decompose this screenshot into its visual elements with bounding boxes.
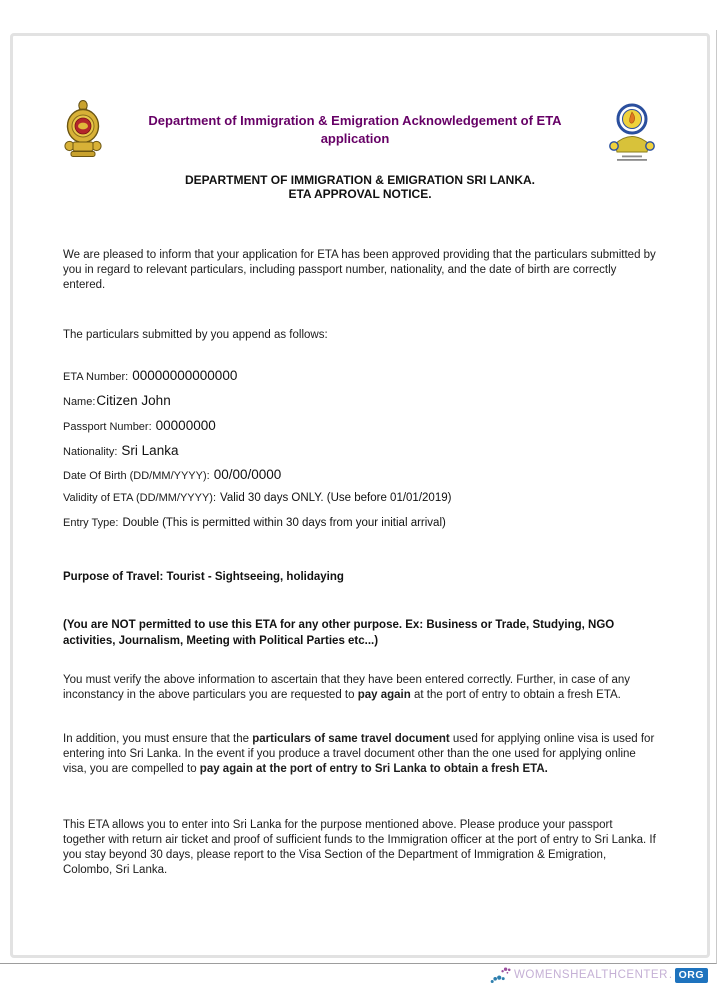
sri-lanka-national-emblem-icon: [63, 100, 103, 165]
approval-paragraph: We are pleased to inform that your application for ETA has been approved providing that the particulars submitted by you in regard to relevant particulars, including passport number, nationality, and the date of birth are correctly entered.: [63, 248, 656, 292]
particulars-intro: The particulars submitted by you append as follows:: [63, 329, 328, 342]
field-nationality: [63, 443, 657, 468]
nationality-label: Nationality:: [63, 445, 118, 458]
document-title: [103, 100, 607, 147]
date-of-birth-label: Date Of Birth (DD/MM/YYYY):: [63, 470, 210, 483]
name-label: Name:: [63, 396, 96, 409]
validity-value: Valid 30 days ONLY. (Use before 01/01/2019): [220, 491, 452, 504]
document-title-line1: Department of Immigration & Emigration Acknowledgement of ETA: [148, 113, 562, 128]
eta-notice-heading: ETA APPROVAL NOTICE.: [288, 187, 432, 202]
field-name: [63, 393, 657, 418]
purpose-of-travel: Purpose of Travel: Tourist - Sightseeing, holidaying: [63, 571, 344, 584]
entry-type-label: Entry Type:: [63, 516, 119, 529]
document-title-line2: application: [320, 130, 390, 146]
field-validity: [63, 492, 657, 517]
passport-number-value: 00000000: [155, 417, 216, 433]
field-date-of-birth: [63, 467, 657, 492]
field-passport-number: [63, 418, 657, 443]
field-entry-type: [63, 517, 657, 542]
department-heading: DEPARTMENT OF IMMIGRATION & EMIGRATION SRI LANKA.: [185, 173, 535, 187]
eta-approval-document: [10, 33, 710, 958]
validity-label: Validity of ETA (DD/MM/YYYY):: [63, 491, 217, 504]
not-permitted-note: (You are NOT permitted to use this ETA for any other purpose. Ex: Business or Trade, Studying, NGO activities, Journalism, Meeting with Political Parties etc...): [63, 619, 615, 647]
womenshealthcenter-logo-icon: [490, 965, 512, 985]
entry-instructions-paragraph: This ETA allows you to enter into Sri Lanka for the purpose mentioned above. Please produce your passport together with return air ticket and proof of sufficient funds to the Immigration officer at the port of entry to Sri Lanka. If you stay beyond 30 days, please report to the Visa Section of the Department of Immigration & Emigration, Colombo, Sri Lanka.: [63, 818, 656, 877]
document-header: [63, 100, 657, 171]
immigration-department-emblem-icon: [607, 102, 657, 171]
watermark-separator: .: [668, 969, 673, 981]
verify-paragraph: You must verify the above information to ascertain that they have been entered correctly. Further, in case of any inconstancy in the above particulars you are requested to pay again at the port of entry to obtain a fresh ETA.: [63, 673, 631, 701]
field-eta-number: [63, 368, 657, 393]
entry-type-value: Double (This is permitted within 30 days from your initial arrival): [122, 516, 446, 529]
nationality-value: Sri Lanka: [121, 442, 179, 458]
date-of-birth-value: 00/00/0000: [213, 467, 282, 483]
passport-number-label: Passport Number:: [63, 420, 152, 433]
particulars-list: [63, 368, 657, 541]
watermark-tld-badge: ORG: [675, 968, 708, 983]
eta-number-value: 00000000000000: [132, 368, 238, 384]
womenshealthcenter-watermark[interactable]: [490, 965, 708, 985]
eta-number-label: ETA Number:: [63, 371, 129, 384]
watermark-brand-text: WOMENSHEALTHCENTER: [514, 969, 668, 981]
name-value: Citizen John: [96, 393, 171, 409]
travel-document-paragraph: In addition, you must ensure that the particulars of same travel document used for applying online visa is used for entering into Sri Lanka. In the event if you produce a travel document other than the one used for applying online visa, you are compelled to pay again at the port of entry to Sri Lanka to obtain a fresh ETA.: [63, 733, 655, 776]
